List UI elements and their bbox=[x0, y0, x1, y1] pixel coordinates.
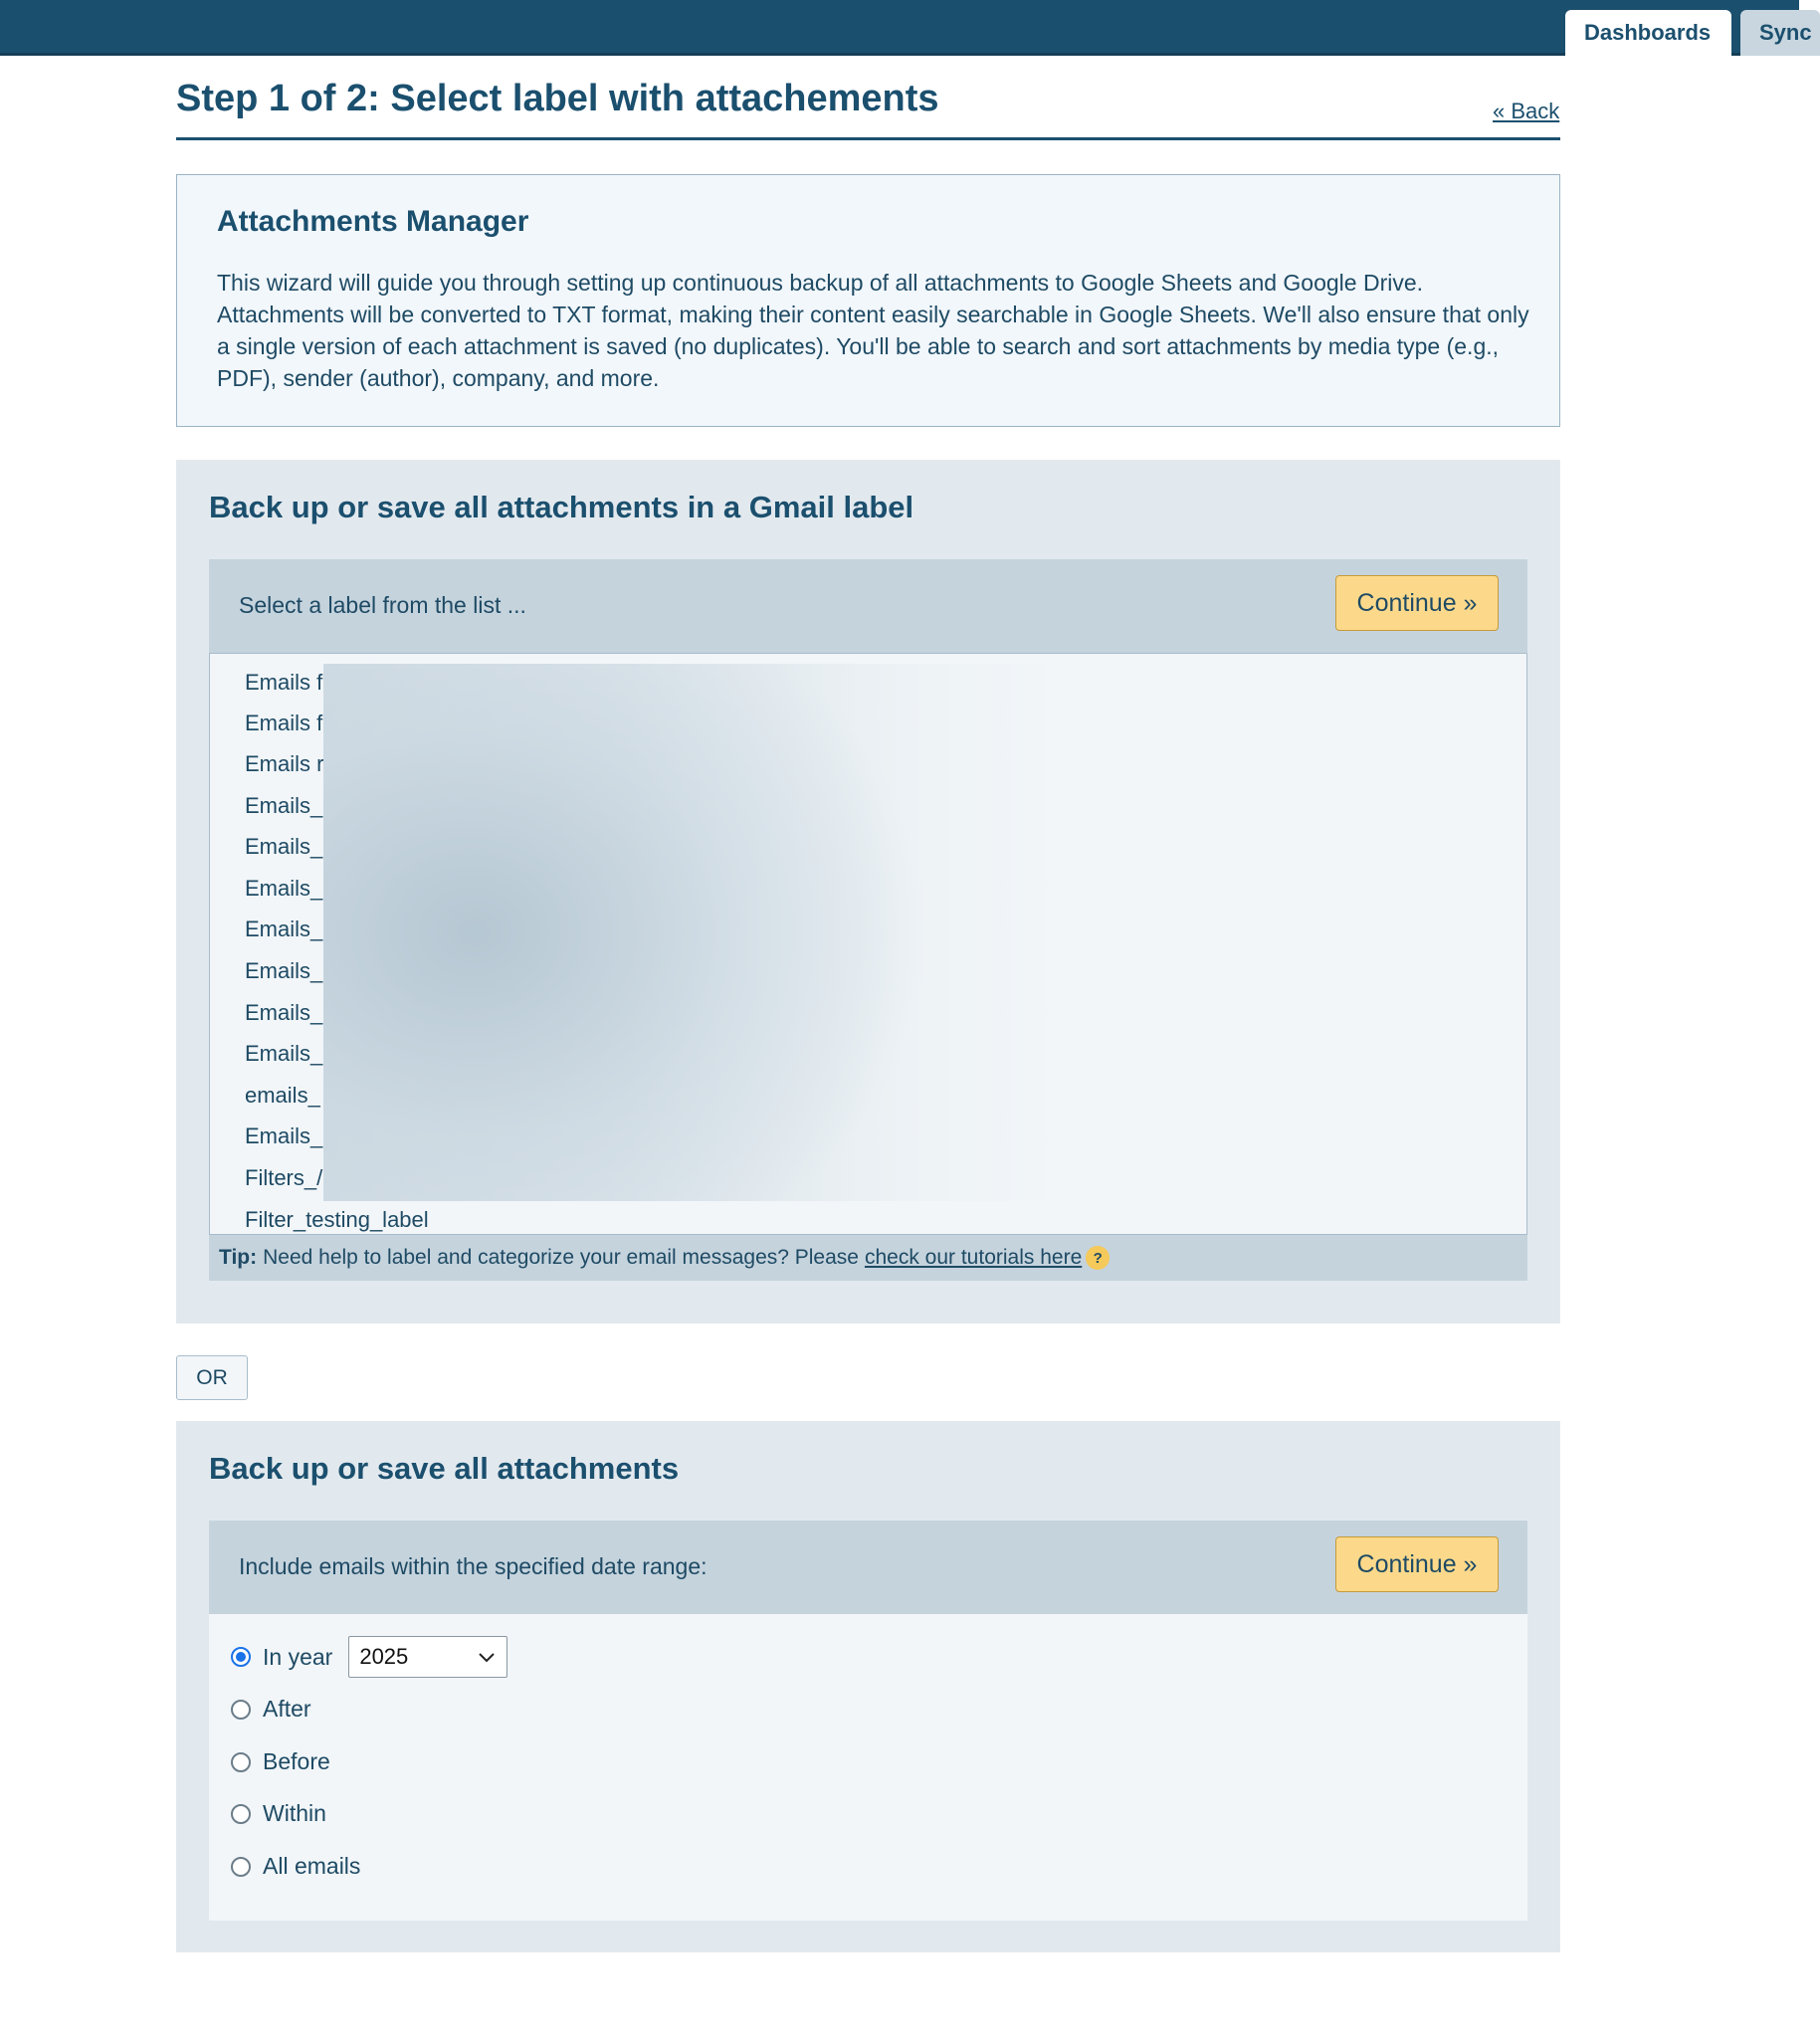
radio-within[interactable] bbox=[231, 1804, 251, 1824]
radio-in-year[interactable] bbox=[231, 1647, 251, 1667]
date-range-bar bbox=[209, 1521, 1527, 1614]
list-item[interactable]: Filter_testing_label bbox=[245, 1207, 429, 1232]
tutorials-link[interactable]: check our tutorials here bbox=[864, 1246, 1083, 1269]
date-range-prompt: Include emails within the specified date range: bbox=[239, 1553, 708, 1579]
option-in-year[interactable] bbox=[231, 1636, 507, 1678]
or-separator: OR bbox=[176, 1355, 248, 1400]
list-item[interactable]: Filters_/ bbox=[245, 1165, 323, 1190]
option-all-emails[interactable] bbox=[231, 1853, 360, 1880]
label-continue-button[interactable]: Continue » bbox=[1335, 575, 1499, 631]
option-within[interactable] bbox=[231, 1800, 326, 1827]
intro-box bbox=[176, 174, 1560, 427]
tip-text: Need help to label and categorize your email messages? Please bbox=[263, 1246, 859, 1269]
page-title: Step 1 of 2: Select label with attachements bbox=[176, 78, 939, 119]
option-label: All emails bbox=[263, 1853, 361, 1879]
option-label: In year bbox=[263, 1643, 333, 1670]
radio-before[interactable] bbox=[231, 1752, 251, 1772]
label-backup-title: Back up or save all attachments in a Gmail label bbox=[209, 490, 914, 524]
list-item[interactable]: Emails_ bbox=[245, 1123, 323, 1148]
all-backup-title: Back up or save all attachments bbox=[209, 1451, 680, 1486]
help-icon[interactable]: ? bbox=[1086, 1246, 1110, 1270]
radio-all-emails[interactable] bbox=[231, 1857, 251, 1877]
list-item[interactable]: Emails r bbox=[245, 751, 324, 776]
list-item[interactable]: Emails_ bbox=[245, 876, 323, 901]
intro-title: Attachments Manager bbox=[217, 205, 529, 238]
option-after[interactable] bbox=[231, 1696, 311, 1723]
list-item[interactable]: Emails_ bbox=[245, 834, 323, 859]
label-select-prompt: Select a label from the list ... bbox=[239, 592, 526, 618]
option-label: Before bbox=[263, 1748, 330, 1774]
tip-bar bbox=[209, 1235, 1527, 1281]
tab-dashboards[interactable]: Dashboards bbox=[1565, 10, 1731, 56]
list-item[interactable]: emails_ bbox=[245, 1083, 320, 1108]
title-divider bbox=[176, 137, 1560, 140]
tab-sync[interactable]: Sync bbox=[1740, 10, 1820, 56]
intro-text: This wizard will guide you through setting up continuous backup of all attachments to Google Sheets and Google Drive. Attachments will be converted to TXT format, making their content easily searchable in Google Sheets. We'll also ensure that only a single version of each attachment is saved (no duplicates). You'll be able to search and sort attachments by media type (e.g., PDF), sender (author), company, and more. bbox=[217, 270, 1529, 391]
date-range-options bbox=[209, 1614, 1527, 1921]
list-item[interactable]: Emails f bbox=[245, 670, 323, 695]
radio-after[interactable] bbox=[231, 1700, 251, 1720]
label-list[interactable] bbox=[209, 653, 1527, 1235]
option-label: Within bbox=[263, 1800, 326, 1826]
redacted-area bbox=[323, 664, 1078, 1201]
back-link[interactable]: « Back bbox=[1493, 99, 1560, 123]
list-item[interactable]: Emails f bbox=[245, 711, 323, 735]
list-item[interactable]: Emails_ bbox=[245, 1000, 323, 1025]
chevron-down-icon bbox=[477, 1647, 497, 1667]
list-item[interactable]: Emails_ bbox=[245, 793, 323, 818]
label-select-bar bbox=[209, 559, 1527, 653]
option-label: After bbox=[263, 1696, 311, 1722]
label-backup-panel bbox=[176, 460, 1560, 1323]
year-select[interactable] bbox=[348, 1636, 507, 1678]
all-continue-button[interactable]: Continue » bbox=[1335, 1536, 1499, 1592]
list-item[interactable]: Emails_ bbox=[245, 916, 323, 941]
top-navigation-bar bbox=[0, 0, 1812, 56]
list-item[interactable]: Emails_ bbox=[245, 1041, 323, 1066]
option-before[interactable] bbox=[231, 1748, 330, 1775]
year-value: 2025 bbox=[359, 1644, 409, 1669]
tip-prefix: Tip: bbox=[219, 1246, 258, 1269]
list-item[interactable]: Emails_ bbox=[245, 958, 323, 983]
all-backup-panel bbox=[176, 1421, 1560, 1952]
